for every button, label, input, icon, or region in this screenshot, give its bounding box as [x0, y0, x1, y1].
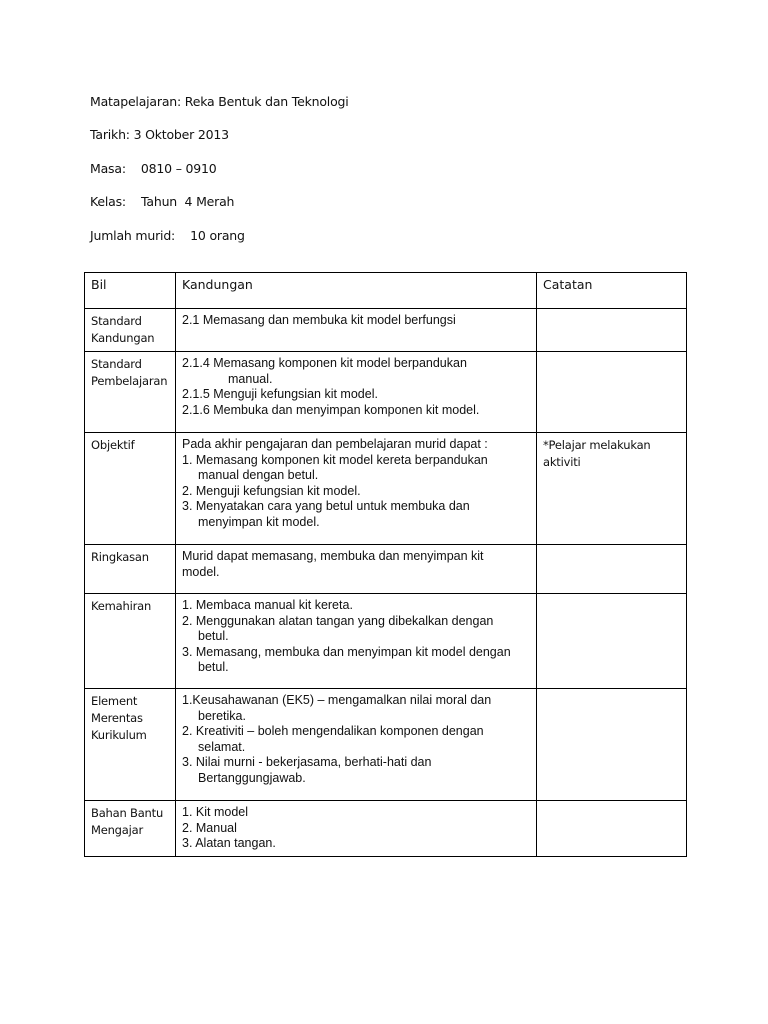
- content-line: betul.: [198, 660, 229, 674]
- content-line: manual dengan betul.: [198, 468, 319, 482]
- row-label: [85, 689, 176, 801]
- pupils-line: Jumlah murid: 10 orang: [90, 227, 245, 243]
- content-line: Murid dapat memasang, membuka dan menyimpan kit: [182, 549, 484, 563]
- row-label-line: Element: [91, 694, 138, 708]
- row-label-line: Standard: [91, 314, 142, 328]
- row-label: [85, 594, 176, 689]
- content-line: 3. Menyatakan cara yang betul untuk membuka dan: [182, 499, 470, 513]
- content-line: 1. Kit model: [182, 805, 249, 819]
- content-line: 2.1.4 Memasang komponen kit model berpandukan: [182, 356, 467, 370]
- row-label-line: Kandungan: [91, 331, 155, 345]
- content-line: 3. Memasang, membuka dan menyimpan kit model dengan: [182, 644, 511, 659]
- table-row: [85, 594, 687, 689]
- lesson-header: [90, 92, 349, 259]
- row-content: [176, 545, 537, 594]
- content-line: model.: [182, 564, 220, 579]
- row-notes: [537, 689, 687, 801]
- row-notes: [537, 545, 687, 594]
- row-label-line: Bahan Bantu: [91, 806, 164, 820]
- row-label-line: Kemahiran: [91, 599, 152, 613]
- column-header-bil: Bil: [85, 273, 176, 309]
- table-row: [85, 352, 687, 433]
- row-notes: [537, 594, 687, 689]
- row-content: [176, 433, 537, 545]
- content-line: 2. Menggunakan alatan tangan yang dibekalkan dengan: [182, 613, 494, 628]
- table-row: [85, 545, 687, 594]
- content-line: 2.1 Memasang dan membuka kit model berfungsi: [182, 313, 456, 327]
- row-label-line: Merentas: [91, 711, 143, 725]
- content-line: manual.: [228, 371, 273, 386]
- lesson-plan-table: [84, 272, 687, 857]
- content-line: betul.: [198, 629, 229, 643]
- time-line: Masa: 0810 – 0910: [90, 160, 217, 176]
- row-label-line: Kurikulum: [91, 728, 147, 742]
- content-line: 2.1.6 Membuka dan menyimpan komponen kit model.: [182, 402, 480, 417]
- content-line: 2. Menguji kefungsian kit model.: [182, 483, 361, 498]
- content-line: 2.1.5 Menguji kefungsian kit model.: [182, 387, 378, 401]
- row-content: [176, 594, 537, 689]
- content-line: 1.Keusahawanan (EK5) – mengamalkan nilai moral dan: [182, 693, 492, 707]
- class-line: Kelas: Tahun 4 Merah: [90, 194, 235, 210]
- notes-line: aktiviti: [543, 455, 581, 469]
- subject-line: Matapelajaran: Reka Bentuk dan Teknologi: [90, 94, 349, 109]
- row-label-line: Pembelajaran: [91, 374, 168, 388]
- table-row: [85, 433, 687, 545]
- row-notes: [537, 309, 687, 352]
- table-row: [85, 801, 687, 857]
- column-header-kandungan: Kandungan: [176, 273, 537, 309]
- row-content: [176, 309, 537, 352]
- row-label-line: Ringkasan: [91, 550, 149, 564]
- row-content: [176, 801, 537, 857]
- content-line: 3. Nilai murni - bekerjasama, berhati-hati dan: [182, 755, 432, 769]
- content-line: beretika.: [198, 708, 246, 723]
- row-label-line: Standard: [91, 357, 142, 371]
- content-line: 1. Memasang komponen kit model kereta berpandukan: [182, 452, 488, 467]
- date-line: Tarikh: 3 Oktober 2013: [90, 127, 229, 143]
- row-content: [176, 689, 537, 801]
- row-notes: [537, 352, 687, 433]
- row-label: [85, 433, 176, 545]
- row-label: [85, 545, 176, 594]
- table-header-row: [85, 273, 687, 309]
- row-label-line: Mengajar: [91, 823, 144, 837]
- row-notes: [537, 801, 687, 857]
- table-row: [85, 689, 687, 801]
- content-line: 2. Manual: [182, 820, 237, 835]
- notes-line: *Pelajar melakukan: [543, 438, 651, 452]
- row-label-line: Objektif: [91, 438, 135, 452]
- content-line: menyimpan kit model.: [198, 514, 320, 529]
- row-label: [85, 309, 176, 352]
- table-row: [85, 309, 687, 352]
- content-line: 1. Membaca manual kit kereta.: [182, 598, 353, 612]
- row-notes: [537, 433, 687, 545]
- content-line: Pada akhir pengajaran dan pembelajaran murid dapat :: [182, 437, 488, 451]
- content-line: 2. Kreativiti – boleh mengendalikan komponen dengan: [182, 724, 484, 738]
- row-content: [176, 352, 537, 433]
- row-label: [85, 801, 176, 857]
- row-label: [85, 352, 176, 433]
- content-line: selamat.: [198, 739, 246, 754]
- content-line: 3. Alatan tangan.: [182, 836, 276, 850]
- column-header-catatan: Catatan: [537, 273, 687, 309]
- content-line: Bertanggungjawab.: [198, 770, 306, 785]
